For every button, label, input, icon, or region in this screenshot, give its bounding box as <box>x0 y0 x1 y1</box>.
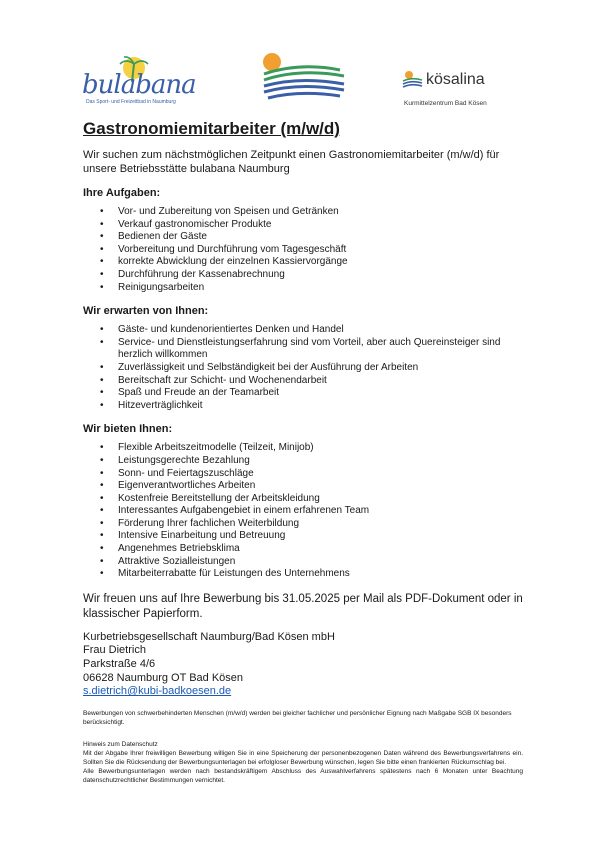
requirement-list <box>83 324 523 412</box>
list-item: • Service- und Dienstleistungserfahrung sind vom Vorteil, aber auch Quereinsteiger sind herzlich willkommen <box>118 337 523 362</box>
list-item: • Flexible Arbeitszeitmodelle (Teilzeit, Minijob) <box>118 442 523 455</box>
list-item: • Zuverlässigkeit und Selbständigkeit bei der Ausführung der Arbeiten <box>118 362 523 375</box>
list-item: • Bedienen der Gäste <box>118 231 523 244</box>
list-item: • Spaß und Freude an der Teamarbeit <box>118 387 523 400</box>
sun-wave-icon <box>260 50 350 102</box>
task-list <box>83 206 523 294</box>
street: Parkstraße 4/6 <box>83 658 156 671</box>
list-item: • Bereitschaft zur Schicht- und Wochenendarbeit <box>118 375 523 388</box>
job-title: Gastronomiemitarbeiter (m/w/d) <box>83 119 340 138</box>
wave-logo <box>260 50 350 102</box>
privacy-note <box>83 740 523 785</box>
contact-person: Frau Dietrich <box>83 644 146 657</box>
bulabana-logo <box>82 56 196 105</box>
contact-address <box>83 631 523 699</box>
application-text: Wir freuen uns auf Ihre Bewerbung bis 31.05.2025 per Mail als PDF-Dokument oder in klassischer Papierform. <box>83 592 523 620</box>
city: 06628 Naumburg OT Bad Kösen <box>83 671 244 684</box>
disability-note: Bewerbungen von schwerbehinderten Menschen (m/w/d) werden bei gleicher fachlicher und persönlicher Eignung nach Maßgabe SGB IX besonders berücksichtigt. <box>83 709 512 726</box>
list-item: • Förderung Ihrer fachlichen Weiterbildung <box>118 518 523 531</box>
privacy-heading: Hinweis zum Datenschutz <box>83 740 158 748</box>
sun-wave-small-icon <box>402 68 424 90</box>
list-item: • Durchführung der Kassenabrechnung <box>118 269 523 282</box>
privacy-text: Mit der Abgabe Ihrer freiwilligen Bewerbung willigen Sie in eine Speicherung der personenbezogenen Daten während des Bewerbungsverfahrens ein. Sollten Sie die Rücksendung der Bewerbungsunterlagen bei erfolgloser Bewerbung wünschen, legen Sie bitte einen frankierten Rückumschlag bei. <box>83 749 523 766</box>
list-item: • Gäste- und kundenorientiertes Denken und Handel <box>118 324 523 337</box>
privacy-text: Alle Bewerbungsunterlagen werden nach bestandskräftigem Abschluss des Auswahlverfahrens spätestens nach 6 Monaten unter Beachtung datenschutzrechtlicher Bestimmungen vernichtet. <box>83 767 523 784</box>
list-item: • Vor- und Zubereitung von Speisen und Getränken <box>118 206 523 219</box>
list-item: • korrekte Abwicklung der einzelnen Kassiervorgänge <box>118 256 523 269</box>
list-item: • Eigenverantwortliches Arbeiten <box>118 480 523 493</box>
benefit-list <box>83 442 523 581</box>
list-item: • Attraktive Sozialleistungen <box>118 556 523 569</box>
list-item: • Leistungsgerechte Bezahlung <box>118 455 523 468</box>
list-item: • Angenehmes Betriebsklima <box>118 543 523 556</box>
section-heading: Wir bieten Ihnen: <box>83 423 173 436</box>
section-tasks <box>83 186 523 294</box>
list-item: • Interessantes Aufgabengebiet in einem erfahrenen Team <box>118 505 523 518</box>
koesalina-subtitle: Kurmittelzentrum Bad Kösen <box>404 100 487 107</box>
list-item: • Kostenfreie Bereitstellung der Arbeitskleidung <box>118 493 523 506</box>
section-requirements <box>83 304 523 412</box>
section-heading: Wir erwarten von Ihnen: <box>83 305 209 318</box>
list-item: • Reinigungsarbeiten <box>118 282 523 295</box>
email-link[interactable]: s.dietrich@kubi-badkoesen.de <box>83 685 232 698</box>
list-item: • Intensive Einarbeitung und Betreuung <box>118 530 523 543</box>
list-item: • Sonn- und Feiertagszuschläge <box>118 468 523 481</box>
section-benefits <box>83 422 523 581</box>
logo-bar <box>0 50 600 110</box>
job-posting <box>83 118 523 785</box>
company-name: Kurbetriebsgesellschaft Naumburg/Bad Kösen mbH <box>83 630 335 643</box>
bulabana-subtitle: Das Sport- und Freizeitbad in Naumburg <box>86 99 176 105</box>
list-item: • Verkauf gastronomischer Produkte <box>118 219 523 232</box>
koesalina-wordmark: kösalina <box>426 71 485 88</box>
list-item: • Hitzeverträglichkeit <box>118 400 523 413</box>
list-item: • Mitarbeiterrabatte für Leistungen des Unternehmens <box>118 568 523 581</box>
intro-text: Wir suchen zum nächstmöglichen Zeitpunkt einen Gastronomiemitarbeiter (m/w/d) für unsere Betriebsstätte bulabana Naumburg <box>83 149 500 175</box>
koesalina-logo <box>402 68 532 110</box>
bulabana-wordmark: bulabana <box>82 70 196 100</box>
section-heading: Ihre Aufgaben: <box>83 187 161 199</box>
list-item: • Vorbereitung und Durchführung vom Tagesgeschäft <box>118 244 523 257</box>
